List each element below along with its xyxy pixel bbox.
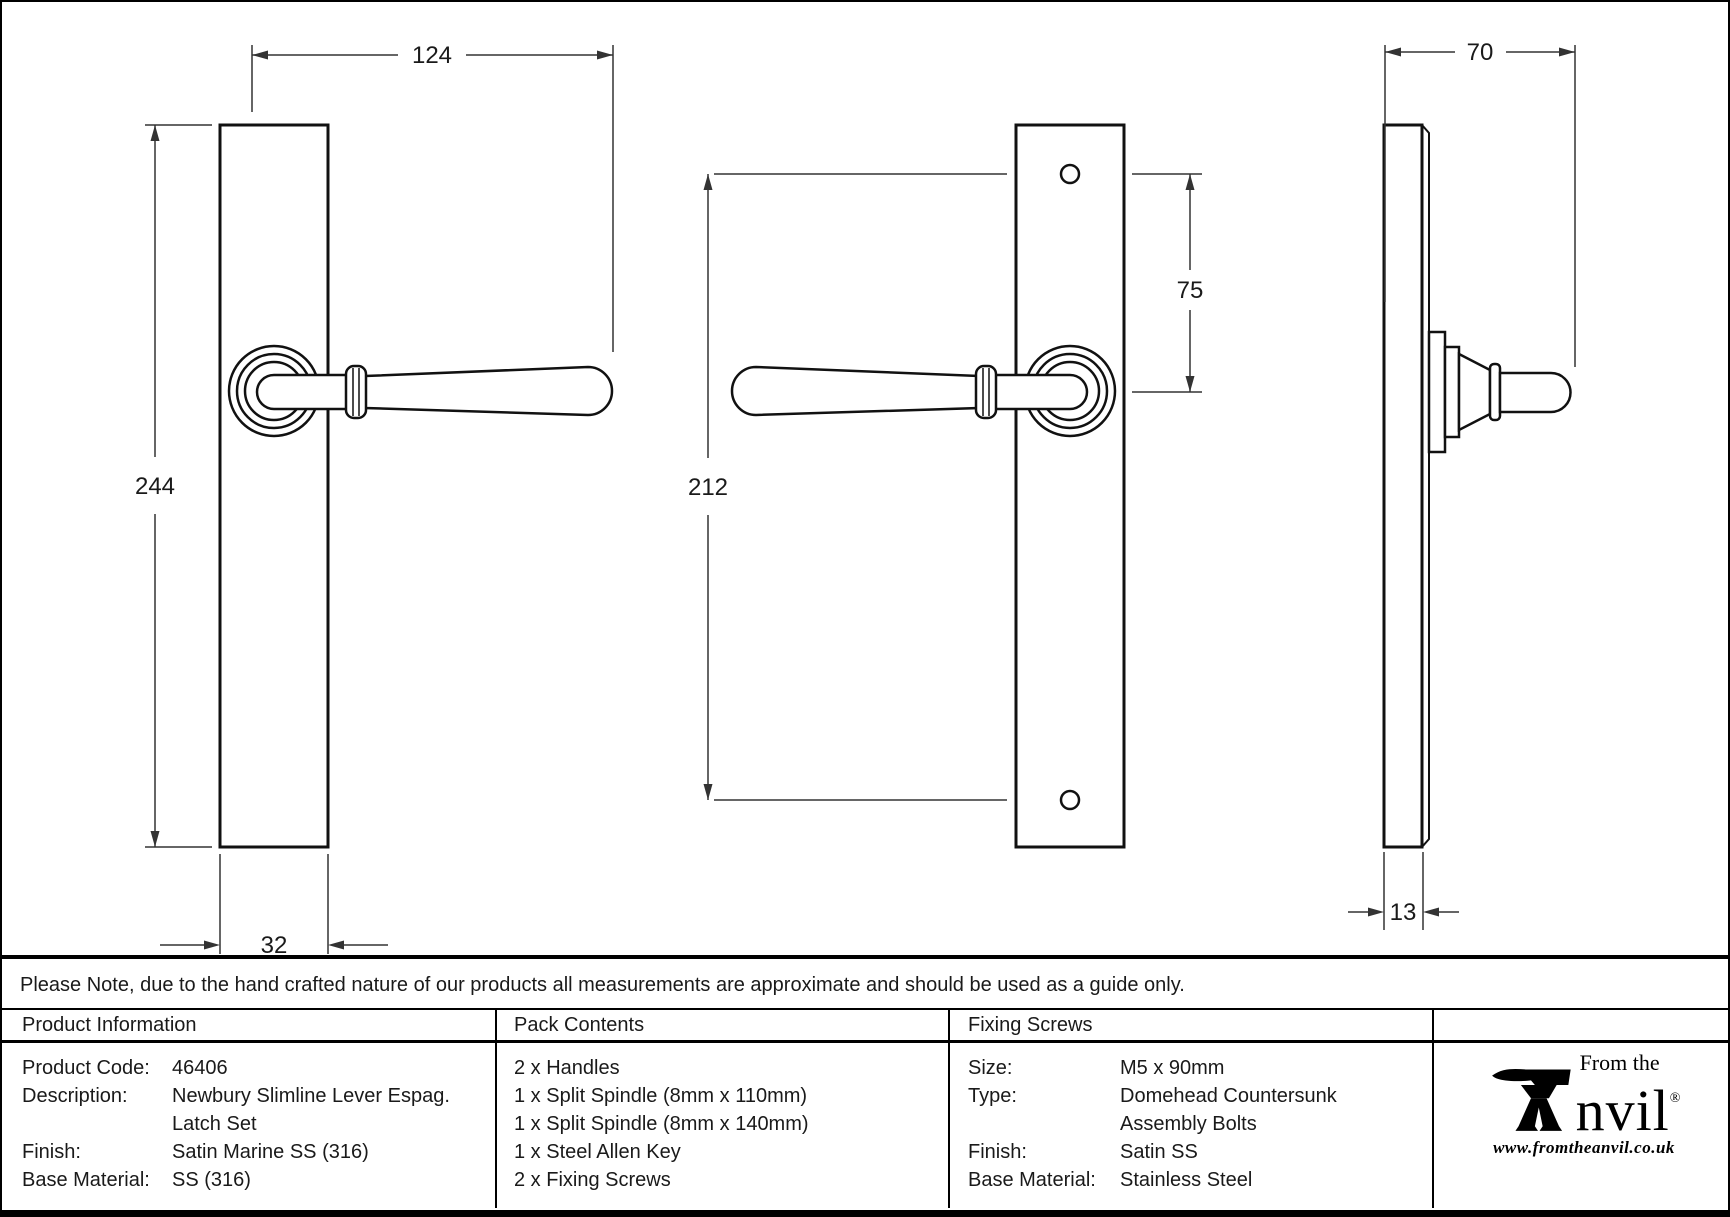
anvil-icon xyxy=(1488,1064,1574,1134)
fixing-screws-header: Fixing Screws xyxy=(968,1013,1093,1036)
front-view-plate xyxy=(220,125,328,847)
column-divider xyxy=(495,1008,497,1208)
dim-plate-thickness xyxy=(1348,852,1459,930)
table-row: 2 x Handles xyxy=(514,1057,620,1079)
table-row: 2 x Fixing Screws xyxy=(514,1169,671,1191)
table-row: Finish: Satin Marine SS (316) xyxy=(22,1141,369,1163)
dim-label-244: 244 xyxy=(134,473,176,500)
pack-contents-cell xyxy=(514,1054,934,1194)
middle-view-lever xyxy=(732,346,1115,436)
note-text: Please Note, due to the hand crafted nature of our products all measurements are approximate and should be used as a guide only. xyxy=(20,974,1185,996)
note-row xyxy=(2,955,1728,1012)
technical-drawing xyxy=(2,2,1730,957)
table-row: Product Code: 46406 xyxy=(22,1057,228,1079)
table-row: Assembly Bolts xyxy=(1120,1113,1257,1135)
middle-view-plate xyxy=(1016,125,1124,847)
table-row: 1 x Split Spindle (8mm x 140mm) xyxy=(514,1113,809,1135)
table-row: Base Material: Stainless Steel xyxy=(968,1169,1253,1191)
dim-label-212: 212 xyxy=(687,474,729,501)
table-row: Size: M5 x 90mm xyxy=(968,1057,1225,1079)
dim-plate-height xyxy=(135,125,212,847)
table-row: 1 x Steel Allen Key xyxy=(514,1141,681,1163)
table-row: Description: Newbury Slimline Lever Espag. xyxy=(22,1085,450,1107)
side-view xyxy=(1384,125,1571,847)
dim-lever-to-screw xyxy=(1132,174,1203,392)
product-info-header: Product Information xyxy=(22,1013,197,1036)
dim-label-70: 70 xyxy=(1466,39,1494,66)
logo-prefix: From the xyxy=(1579,1050,1660,1075)
fixing-screws-cell xyxy=(968,1054,1418,1194)
registered-mark: ® xyxy=(1669,1091,1681,1106)
table-row: Latch Set xyxy=(172,1113,257,1135)
front-view-lever xyxy=(229,346,612,436)
table-row: Base Material: SS (316) xyxy=(22,1169,251,1191)
table-row: Finish: Satin SS xyxy=(968,1141,1198,1163)
product-info-cell xyxy=(22,1054,482,1194)
column-divider xyxy=(948,1008,950,1208)
dim-label-75: 75 xyxy=(1176,277,1204,304)
header-divider xyxy=(2,1040,1728,1043)
dim-screw-centres xyxy=(688,174,1007,800)
dim-label-13: 13 xyxy=(1389,899,1417,926)
table-row: 1 x Split Spindle (8mm x 110mm) xyxy=(514,1085,808,1107)
pack-contents-header: Pack Contents xyxy=(514,1013,645,1036)
dim-label-32: 32 xyxy=(260,932,288,957)
table-row: Type: Domehead Countersunk xyxy=(968,1085,1337,1107)
column-divider xyxy=(1432,1008,1434,1208)
dim-label-124: 124 xyxy=(411,42,453,69)
logo-url: www.fromtheanvil.co.uk xyxy=(1493,1138,1675,1157)
dim-plate-width xyxy=(160,854,388,957)
logo-brand: nvil® xyxy=(1575,1078,1681,1143)
brand-logo xyxy=(1444,1050,1724,1158)
